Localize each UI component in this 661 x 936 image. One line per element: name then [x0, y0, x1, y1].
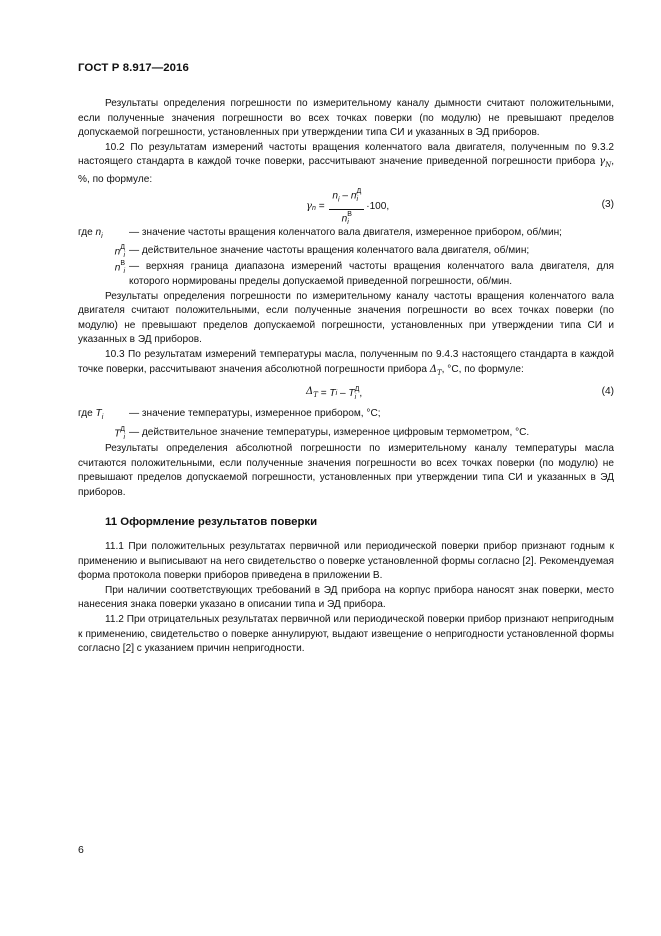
formula-number: (3) — [601, 198, 614, 210]
page-content — [78, 97, 614, 657]
paragraph: 11.1 При положительных результатах первичной или периодической поверки прибор признают годным к применению и выписывают на него свидетельство о поверке установленной формы согласно [2]. Рекомендуемая форма протокола поверки приборов приведена в приложении В. — [78, 541, 614, 582]
paragraph: 10.2 По результатам измерений частоты вращения коленчатого вала двигателя, полученным по 9.3.2 настоящего стандарта в каждой точке поверки, рассчитывают значение приведенной погрешности прибора $\gamma_N$, %, по формуле: — [78, 141, 614, 185]
paragraph: 11.2 При отрицательных результатах первичной или периодической поверки прибор признают непригодным к применению, свидетельство о поверке аннулируют, выдают извещение о непригодности установленной формы согласно [2] с указанием причин непригодности. — [78, 614, 614, 655]
paragraph: Результаты определения погрешности по измерительному каналу частоты вращения коленчатого вала двигателя считают положительными, если полученные значения погрешности во всех точках поверки (по модулю) не превышают пределов допускаемой погрешности, установленных при утверждении типа СИ и указанных в ЭД приборов. — [78, 290, 614, 346]
paragraph: Результаты определения абсолютной погрешности по измерительному каналу температуры масла считаются положительными, если полученные значения погрешности во всех точках поверки (по модулю) не превышают пределов допускаемой погрешности, установленных при утверждении типа СИ и указанных в ЭД приборов. — [78, 443, 614, 498]
legend-row: где $n_i$ — значение частоты вращения коленчатого вала двигателя, измеренное прибором, об/мин; — [78, 226, 562, 240]
paragraph: Результаты определения погрешности по измерительному каналу дымности считают положительными, если полученные значения погрешности во всех точках поверки (по модулю) не превышают пределов допускаемой погрешности, установленных при утверждении типа СИ и указанных в ЭД приборов. — [78, 98, 614, 139]
legend-row: n Д i — действительное значение частоты вращения коленчатого вала двигателя, об/мин; — [114, 244, 530, 260]
paragraph: 10.3 По результатам измерений температуры масла, полученным по 9.4.3 настоящего стандарта в каждой точке поверки, рассчитывают значения абсолютной погрешности прибора $\Delta_T$, °С, по формуле: — [78, 349, 614, 377]
legend-row: T Д i — действительное значение температуры, измеренное цифровым термометром, °С. — [114, 425, 530, 441]
legend-row: где $T_i$ — значение температуры, измеренное прибором, °С; — [78, 408, 381, 422]
page-number: 6 — [78, 844, 84, 856]
paragraph: При наличии соответствующих требований в ЭД прибора на корпус прибора наносят знак поверки, место нанесения знака поверки указано в описании типа и ЭД прибора. — [78, 584, 614, 611]
formula-3: γ $_n$ = $n_i$ – n Д i n В i ·100, (3) — [306, 187, 614, 226]
document-header: ГОСТ Р 8.917—2016 — [78, 62, 189, 74]
section-heading: 11 Оформление результатов поверки — [105, 516, 318, 529]
legend-row: n В i — верхняя граница диапазона измерений частоты вращения коленчатого вала двигателя, для которого нормированы пределы допускаемой приведенной погрешности, об/мин. — [114, 260, 614, 288]
formula-4: $\Delta_T$ = T i – T Д i , (4) — [306, 385, 614, 401]
formula-number: (4) — [601, 386, 614, 398]
